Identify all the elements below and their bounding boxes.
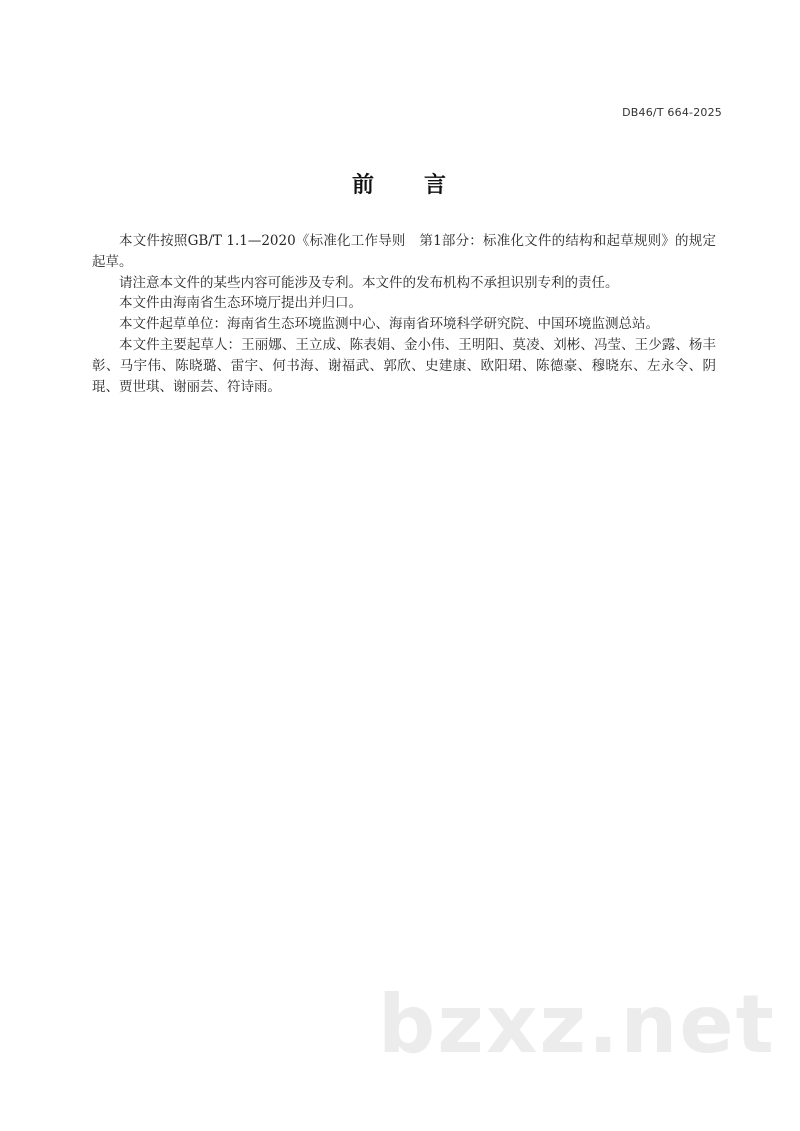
paragraph-proposer: 本文件由海南省生态环境厅提出并归口。 (119, 295, 362, 312)
paragraph-drafting-rules: 本文件按照GB/T 1.1—2020《标准化工作导则 第1部分：标准化文件的结构和起草规则》的规定起草。 (92, 233, 716, 270)
document-code: DB46/T 664-2025 (622, 106, 722, 119)
page-title: 前 言 (351, 173, 448, 198)
paragraph-patent-notice: 请注意本文件的某些内容可能涉及专利。本文件的发布机构不承担识别专利的责任。 (119, 274, 619, 291)
watermark: bzxz.net (378, 978, 776, 1071)
paragraph-drafting-units: 本文件起草单位：海南省生态环境监测中心、海南省环境科学研究院、中国环境监测总站。 (119, 316, 659, 333)
paragraph-drafters: 本文件主要起草人：王丽娜、王立成、陈表娟、金小伟、王明阳、莫凌、刘彬、冯莹、王少露、杨丰彰、马宇伟、陈晓璐、雷宇、何书海、谢福武、郭欣、史建康、欧阳珺、陈德豪、穆晓东、左永令、阴琨、贾世琪、谢丽芸、符诗雨。 (92, 336, 716, 395)
document-body (92, 231, 716, 397)
